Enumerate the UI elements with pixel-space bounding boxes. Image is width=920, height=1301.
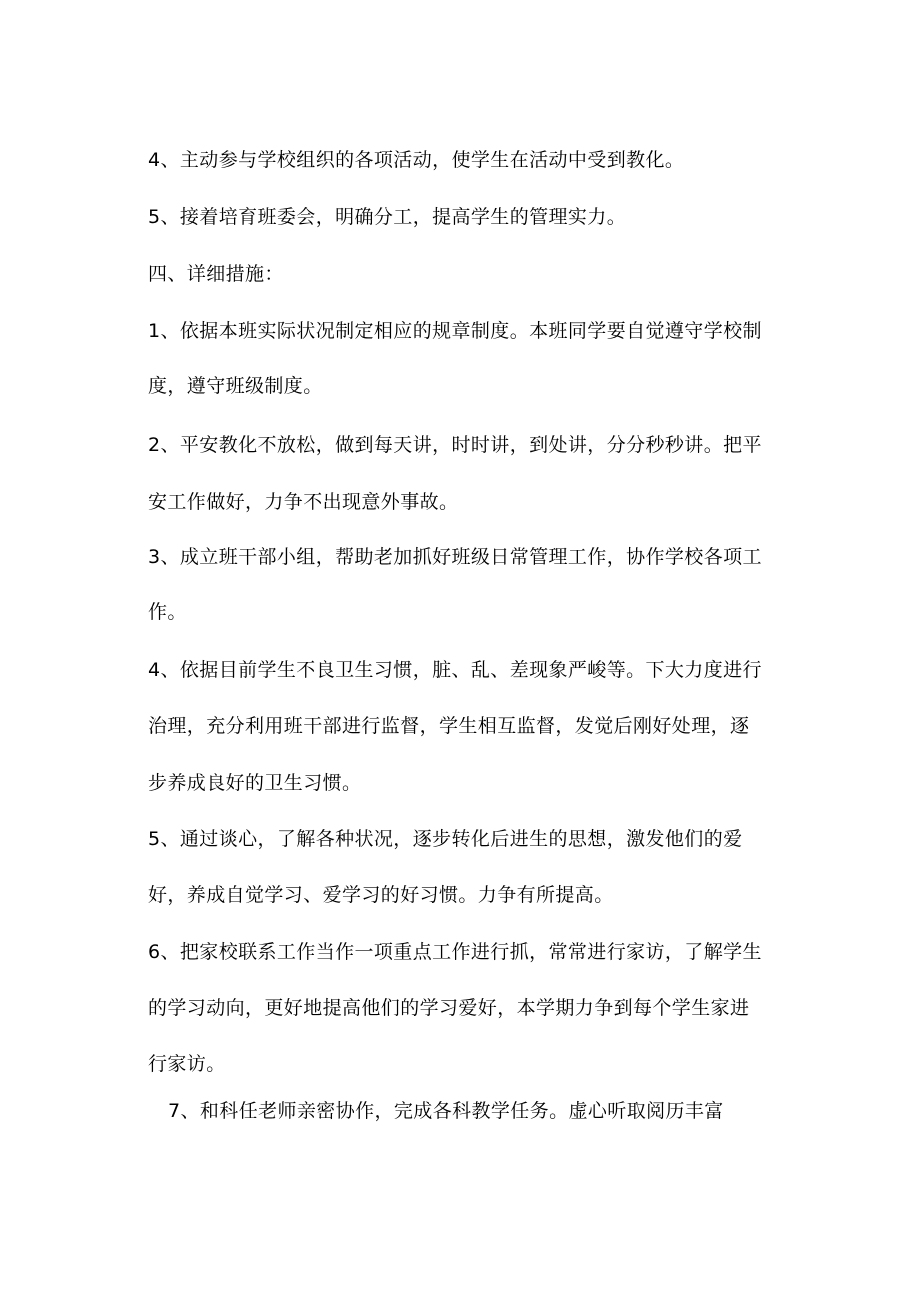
text-line: 的学习动向，更好地提高他们的学习爱好，本学期力争到每个学生家进 xyxy=(148,997,750,1019)
text-line: 7、和科任老师亲密协作，完成各科教学任务。虚心听取阅历丰富 xyxy=(168,1100,724,1122)
text-line: 好，养成自觉学习、爱学习的好习惯。力争有所提高。 xyxy=(148,884,614,906)
section-heading: 四、详细措施： xyxy=(148,263,284,285)
text-line: 行家访。 xyxy=(148,1053,226,1075)
text-line: 度，遵守班级制度。 xyxy=(148,375,323,397)
text-line: 安工作做好，力争不出现意外事故。 xyxy=(148,491,459,513)
text-line: 5、接着培育班委会，明确分工，提高学生的管理实力。 xyxy=(148,206,627,228)
text-line: 3、成立班干部小组，帮助老加抓好班级日常管理工作，协作学校各项工 xyxy=(148,546,762,568)
text-line: 4、依据目前学生不良卫生习惯，脏、乱、差现象严峻等。下大力度进行 xyxy=(148,659,762,681)
text-line: 治理，充分利用班干部进行监督，学生相互监督，发觉后刚好处理，逐 xyxy=(148,715,750,737)
text-line: 作。 xyxy=(148,601,187,623)
text-line: 6、把家校联系工作当作一项重点工作进行抓，常常进行家访，了解学生 xyxy=(148,941,762,963)
text-line: 2、平安教化不放松，做到每天讲，时时讲，到处讲，分分秒秒讲。把平 xyxy=(148,434,762,456)
text-line: 步养成良好的卫生习惯。 xyxy=(148,772,362,794)
text-line: 1、依据本班实际状况制定相应的规章制度。本班同学要自觉遵守学校制 xyxy=(148,320,762,342)
text-line: 4、主动参与学校组织的各项活动，使学生在活动中受到教化。 xyxy=(148,149,685,171)
text-line: 5、通过谈心，了解各种状况，逐步转化后进生的思想，激发他们的爱 xyxy=(148,828,743,850)
